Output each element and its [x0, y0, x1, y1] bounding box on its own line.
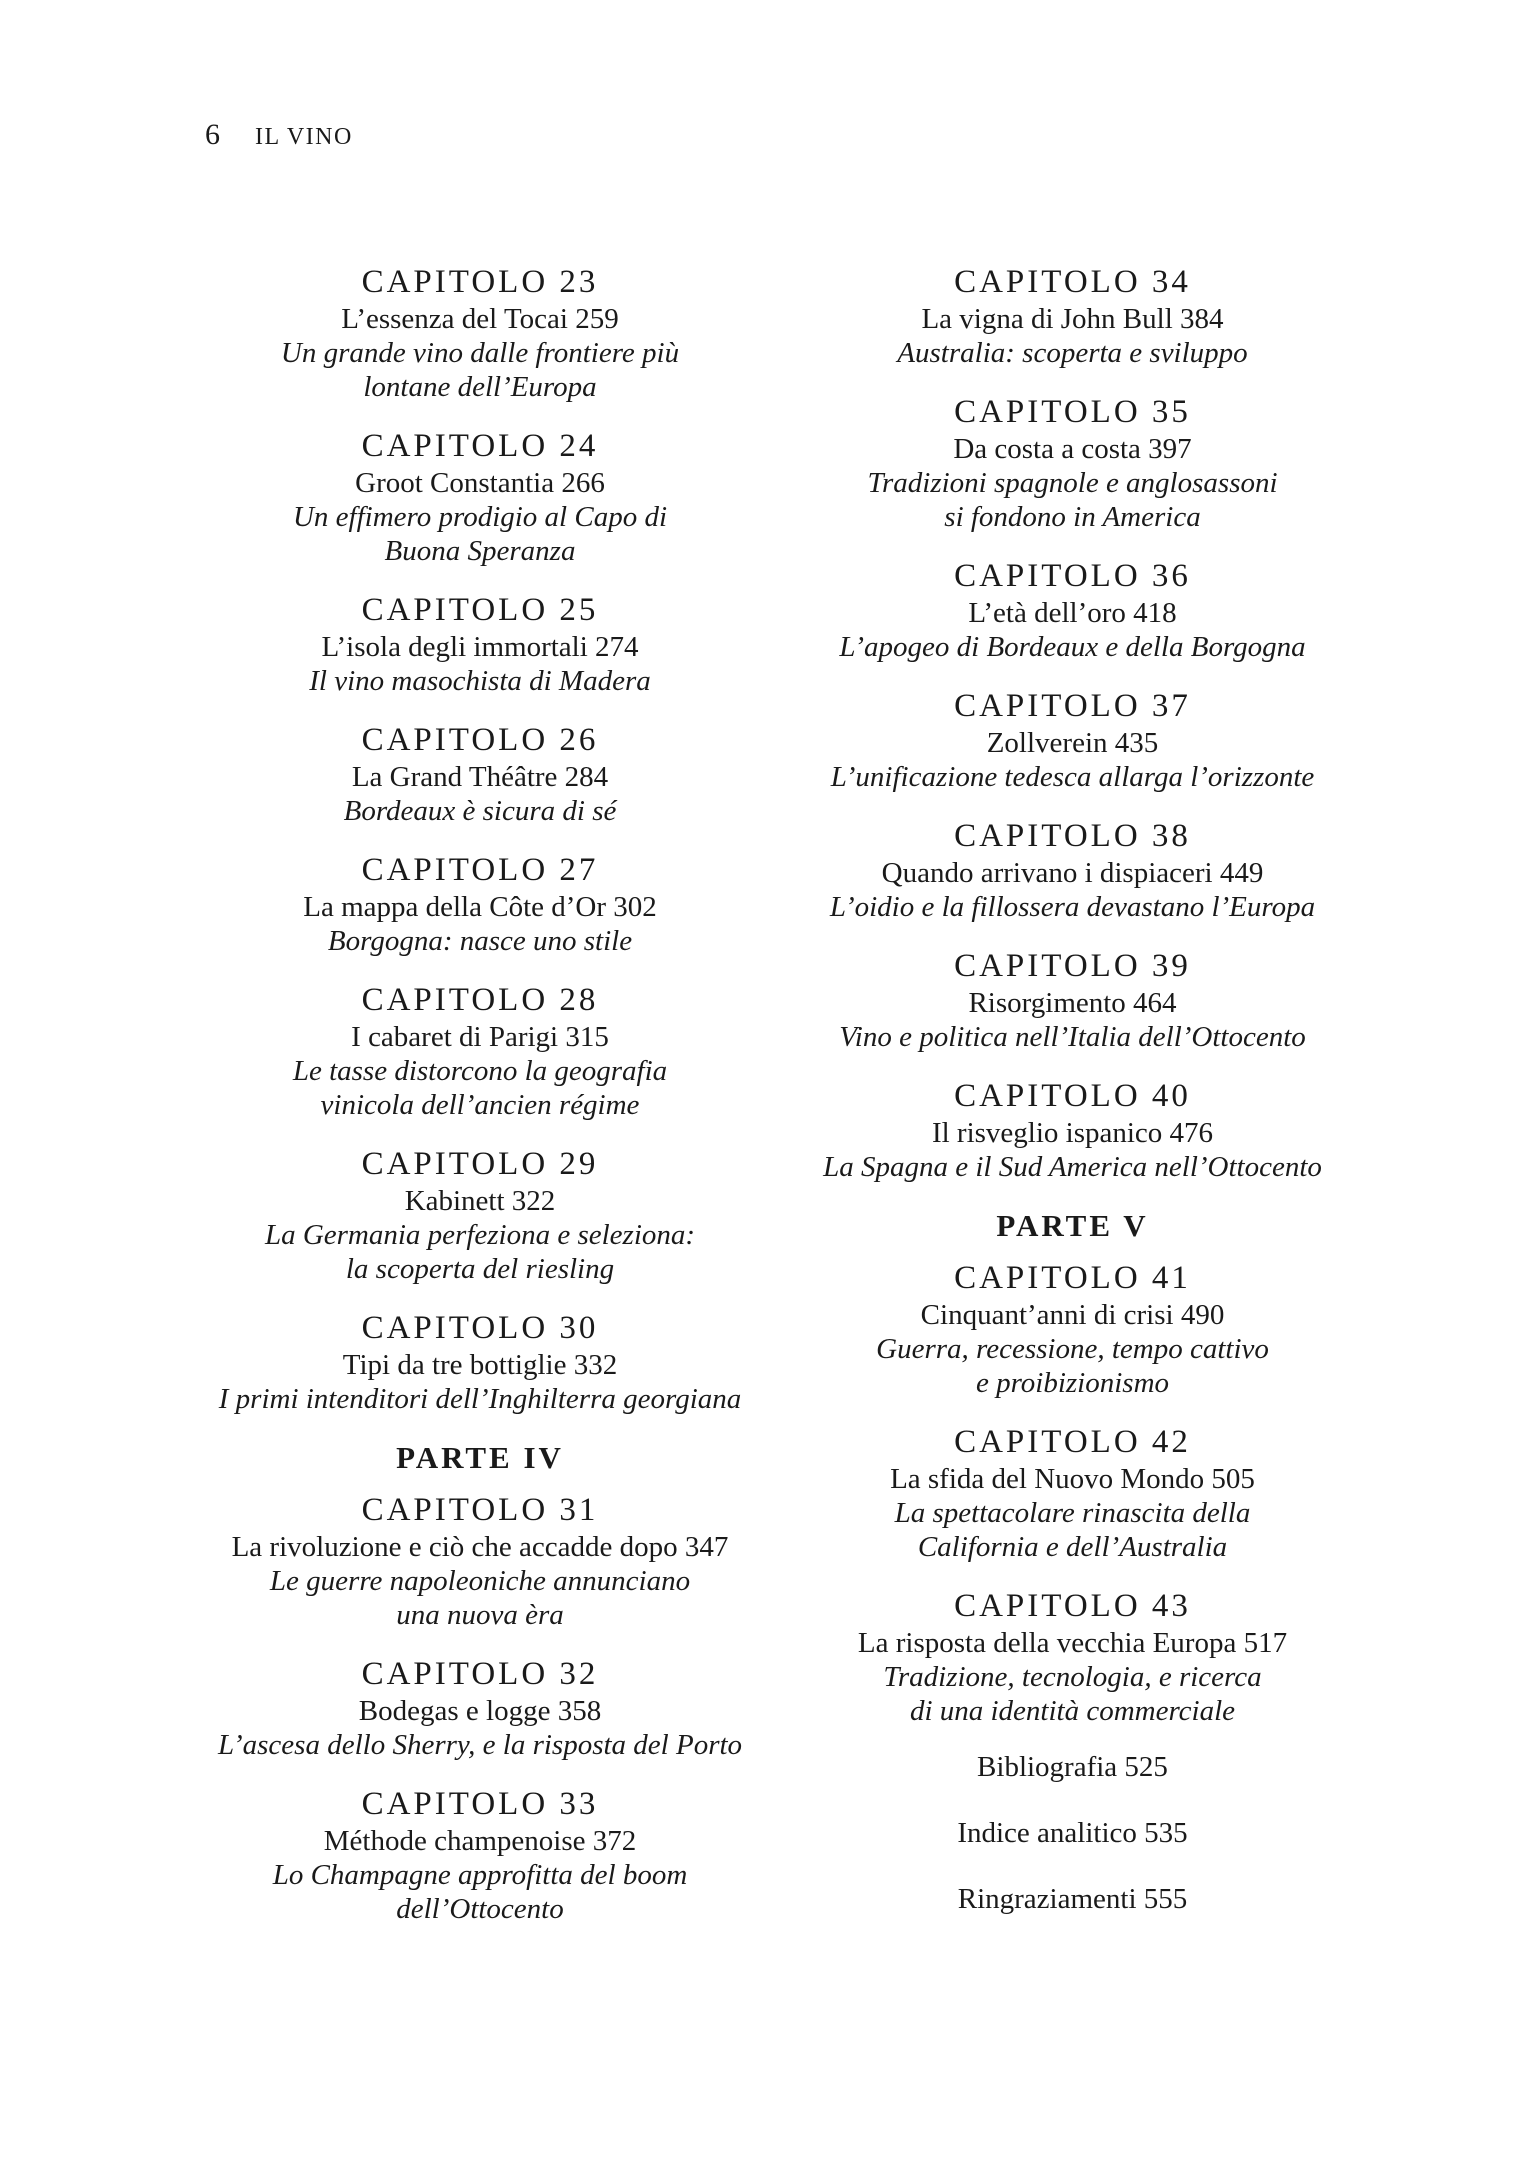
chapter-subtitle: dell’Ottocento — [396, 1893, 564, 1925]
chapter-subtitle: La spettacolare rinascita della — [894, 1497, 1251, 1529]
chapter-subtitle: La Germania perfeziona e seleziona: — [264, 1219, 696, 1251]
chapter-label: CAPITOLO 27 — [361, 852, 599, 888]
page-number: 6 — [205, 118, 221, 151]
toc-entry[interactable] — [775, 946, 1370, 1054]
chapter-subtitle: Il vino masochista di Madera — [309, 665, 651, 697]
toc-entry[interactable] — [775, 816, 1370, 924]
chapter-label: CAPITOLO 25 — [361, 592, 599, 628]
chapter-subtitle: Un effimero prodigio al Capo di — [292, 501, 668, 533]
chapter-label: CAPITOLO 32 — [361, 1656, 599, 1692]
toc-entry[interactable] — [775, 686, 1370, 794]
chapter-title: La risposta della vecchia Europa 517 — [857, 1627, 1288, 1659]
chapter-label: CAPITOLO 31 — [361, 1492, 599, 1528]
chapter-title: Risorgimento 464 — [968, 987, 1177, 1019]
chapter-subtitle: Borgogna: nasce uno stile — [327, 925, 633, 957]
chapter-subtitle: California e dell’Australia — [917, 1531, 1228, 1563]
toc-entry[interactable] — [775, 1258, 1370, 1400]
toc-entry[interactable] — [775, 262, 1370, 370]
toc-entry[interactable] — [185, 720, 775, 828]
toc-entry[interactable] — [185, 980, 775, 1122]
chapter-subtitle: una nuova èra — [396, 1599, 564, 1631]
chapter-subtitle: L’ascesa dello Sherry, e la risposta del Porto — [217, 1729, 743, 1761]
chapter-subtitle: Lo Champagne approfitta del boom — [272, 1859, 688, 1891]
chapter-title: Groot Constantia 266 — [355, 467, 605, 499]
chapter-subtitle: La Spagna e il Sud America nell’Ottocento — [823, 1151, 1322, 1183]
chapter-title: La Grand Théâtre 284 — [351, 761, 609, 793]
chapter-subtitle: Bordeaux è sicura di sé — [343, 795, 617, 827]
back-matter-entry[interactable]: Bibliografia 525 — [977, 1751, 1168, 1783]
chapter-title: Bodegas e logge 358 — [358, 1695, 602, 1727]
toc-entry[interactable] — [185, 426, 775, 568]
chapter-subtitle: Un grande vino dalle frontiere più — [280, 337, 680, 369]
chapter-subtitle: L’apogeo di Bordeaux e della Borgogna — [839, 631, 1306, 663]
chapter-label: CAPITOLO 42 — [954, 1424, 1191, 1460]
toc-entry[interactable] — [185, 1144, 775, 1286]
chapter-label: CAPITOLO 30 — [361, 1310, 599, 1346]
toc-entry[interactable] — [775, 1586, 1370, 1728]
chapter-label: CAPITOLO 29 — [361, 1146, 599, 1182]
toc-entry[interactable] — [185, 1784, 775, 1926]
chapter-title: I cabaret di Parigi 315 — [351, 1021, 609, 1053]
chapter-subtitle: Tradizioni spagnole e anglosassoni — [867, 467, 1278, 499]
chapter-subtitle: lontane dell’Europa — [363, 371, 597, 403]
chapter-label: CAPITOLO 24 — [361, 428, 599, 464]
chapter-title: La rivoluzione e ciò che accadde dopo 347 — [231, 1531, 729, 1563]
chapter-label: CAPITOLO 28 — [361, 982, 599, 1018]
chapter-subtitle: di una identità commerciale — [909, 1695, 1236, 1727]
chapter-subtitle: vinicola dell’ancien régime — [320, 1089, 640, 1121]
chapter-title: Kabinett 322 — [404, 1185, 556, 1217]
chapter-subtitle: L’oidio e la fillossera devastano l’Europa — [829, 891, 1316, 923]
chapter-title: La mappa della Côte d’Or 302 — [303, 891, 657, 923]
toc-entry[interactable] — [775, 392, 1370, 534]
toc-entry[interactable] — [185, 1654, 775, 1762]
running-title: IL VINO — [255, 124, 353, 150]
chapter-label: CAPITOLO 33 — [361, 1786, 599, 1822]
chapter-title: L’età dell’oro 418 — [968, 597, 1177, 629]
back-matter-entry[interactable]: Ringraziamenti 555 — [957, 1883, 1188, 1915]
toc-entry[interactable] — [775, 1422, 1370, 1564]
running-header — [205, 118, 353, 152]
toc-entry[interactable] — [185, 1308, 775, 1416]
chapter-subtitle: L’unificazione tedesca allarga l’orizzonte — [830, 761, 1315, 793]
chapter-title: Da costa a costa 397 — [953, 433, 1192, 465]
toc-entry[interactable] — [185, 590, 775, 698]
chapter-label: CAPITOLO 38 — [954, 818, 1191, 854]
toc-entry[interactable] — [185, 850, 775, 958]
toc-entry[interactable] — [185, 262, 775, 404]
chapter-subtitle: si fondono in America — [944, 501, 1201, 533]
toc-entry[interactable] — [185, 1490, 775, 1632]
chapter-subtitle: e proibizionismo — [975, 1367, 1170, 1399]
chapter-title: Quando arrivano i dispiaceri 449 — [881, 857, 1264, 889]
chapter-subtitle: Buona Speranza — [384, 535, 576, 567]
part-heading: PARTE V — [996, 1208, 1149, 1243]
chapter-label: CAPITOLO 40 — [954, 1078, 1191, 1114]
chapter-title: Tipi da tre bottiglie 332 — [342, 1349, 618, 1381]
chapter-title: L’essenza del Tocai 259 — [341, 303, 619, 335]
chapter-label: CAPITOLO 23 — [361, 264, 599, 300]
chapter-subtitle: Le tasse distorcono la geografia — [292, 1055, 668, 1087]
chapter-subtitle: Australia: scoperta e sviluppo — [897, 337, 1248, 369]
chapter-title: Méthode champenoise 372 — [323, 1825, 637, 1857]
chapter-subtitle: Tradizione, tecnologia, e ricerca — [883, 1661, 1262, 1693]
toc-right-column — [775, 262, 1370, 1948]
chapter-subtitle: Vino e politica nell’Italia dell’Ottocento — [839, 1021, 1306, 1053]
chapter-subtitle: Guerra, recessione, tempo cattivo — [876, 1333, 1269, 1365]
back-matter-entry[interactable]: Indice analitico 535 — [957, 1817, 1188, 1849]
chapter-label: CAPITOLO 37 — [954, 688, 1191, 724]
chapter-title: Il risveglio ispanico 476 — [931, 1117, 1214, 1149]
chapter-label: CAPITOLO 43 — [954, 1588, 1191, 1624]
chapter-label: CAPITOLO 35 — [954, 394, 1191, 430]
chapter-label: CAPITOLO 26 — [361, 722, 599, 758]
chapter-label: CAPITOLO 39 — [954, 948, 1191, 984]
chapter-label: CAPITOLO 36 — [954, 558, 1191, 594]
toc-entry[interactable] — [775, 556, 1370, 664]
toc-entry[interactable] — [775, 1076, 1370, 1184]
chapter-subtitle: Le guerre napoleoniche annunciano — [269, 1565, 691, 1597]
chapter-title: La sfida del Nuovo Mondo 505 — [890, 1463, 1255, 1495]
chapter-title: L’isola degli immortali 274 — [321, 631, 639, 663]
chapter-label: CAPITOLO 41 — [954, 1260, 1191, 1296]
part-heading: PARTE IV — [396, 1440, 564, 1475]
chapter-title: Zollverein 435 — [986, 727, 1159, 759]
chapter-label: CAPITOLO 34 — [954, 264, 1191, 300]
chapter-title: La vigna di John Bull 384 — [921, 303, 1224, 335]
chapter-subtitle: I primi intenditori dell’Inghilterra georgiana — [218, 1383, 742, 1415]
chapter-title: Cinquant’anni di crisi 490 — [920, 1299, 1225, 1331]
toc-left-column — [185, 262, 775, 1948]
chapter-subtitle: la scoperta del riesling — [345, 1253, 615, 1285]
